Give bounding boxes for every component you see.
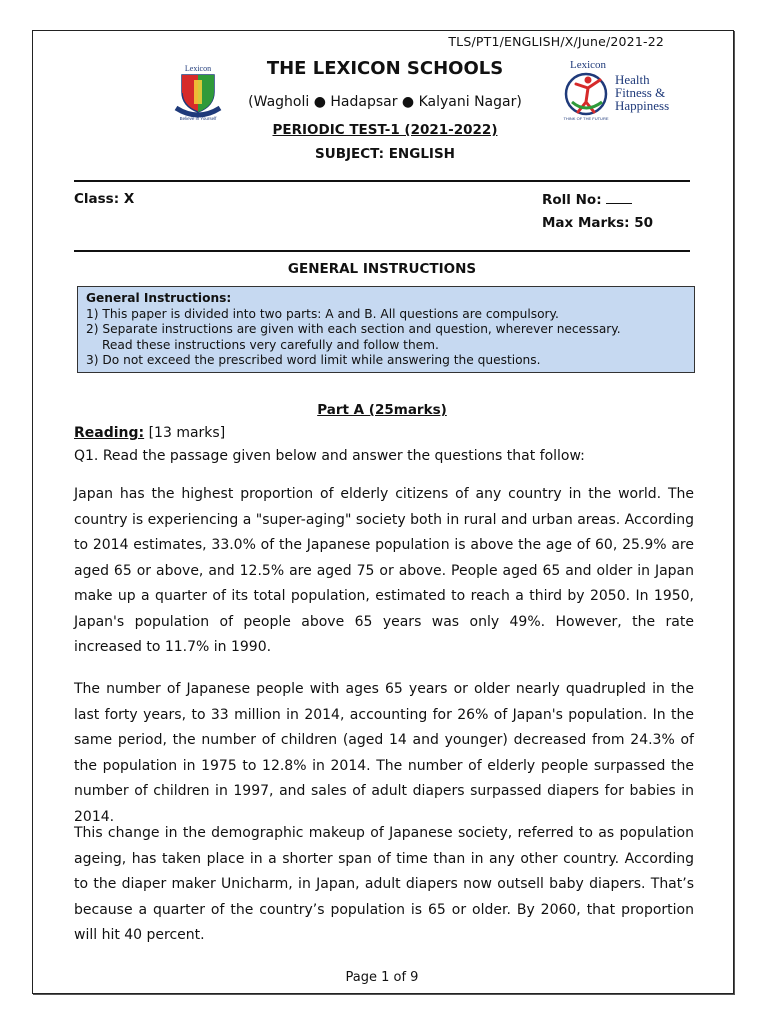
logo-right-arc-text: Lexicon — [569, 59, 607, 71]
general-instructions-heading: GENERAL INSTRUCTIONS — [287, 261, 477, 277]
instruction-line: 2) Separate instructions are given with each section and question, wherever necessary. — [86, 322, 621, 336]
school-locations: (Wagholi ● Hadapsar ● Kalyani Nagar) — [248, 94, 522, 110]
instruction-line: 3) Do not exceed the prescribed word limit while answering the questions. — [86, 353, 541, 367]
roll-number-blank — [606, 191, 632, 204]
instructions-box — [77, 286, 695, 373]
document-code: TLS/PT1/ENGLISH/X/June/2021-22 — [448, 34, 664, 49]
logo-right-line2: Fitness & — [615, 85, 666, 100]
reading-section-label — [74, 425, 225, 441]
page-number: Page 1 of 9 — [345, 970, 419, 985]
logo-right-line3: Happiness — [615, 98, 670, 113]
reading-marks: [13 marks] — [144, 425, 226, 441]
lexicon-school-logo — [168, 62, 228, 122]
question-1: Q1. Read the passage given below and answer the questions that follow: — [74, 448, 585, 464]
school-name: THE LEXICON SCHOOLS — [266, 58, 504, 79]
passage-paragraph: Japan has the highest proportion of elderly citizens of any country in the world. The country is experiencing a "super-aging" society both in rural and urban areas. According to 2014 estimates, 33.0% of the Japanese population is above the age of 60, 25.9% are aged 65 or above, and 12.5% are aged 75 or above. People aged 65 and older in Japan make up a quarter of its total population, estimated to reach a third by 2050. In 1950, Japan's population of people above 65 years was only 49%. However, the rate increased to 11.7% in 1990. — [74, 486, 694, 655]
reading-label: Reading: — [74, 425, 145, 441]
subject-line: SUBJECT: ENGLISH — [315, 146, 455, 162]
test-title: PERIODIC TEST-1 (2021-2022) — [272, 122, 498, 138]
class-label: Class: X — [74, 191, 135, 207]
logo-right-motto: THINK OF THE FUTURE — [563, 116, 609, 121]
instruction-line: Read these instructions very carefully and follow them. — [102, 337, 439, 352]
instructions-title: General Instructions: — [86, 291, 232, 305]
logo-right-line1: Health — [615, 72, 650, 87]
meta-divider — [74, 250, 690, 252]
header-divider — [74, 180, 690, 182]
logo-left-text: Lexicon — [184, 64, 212, 73]
instruction-line: 1) This paper is divided into two parts: A and B. All questions are compulsory. — [86, 306, 559, 321]
roll-label: Roll No: — [542, 192, 607, 208]
health-fitness-happiness-logo — [558, 58, 688, 122]
roll-number — [542, 191, 632, 208]
passage-paragraph: This change in the demographic makeup of Japanese society, referred to as population ageing, has taken place in a shorter span of time than in any other country. According to the diaper maker Unicharm, in Japan, adult diapers now outsell baby diapers. That’s because a quarter of the country’s population is 65 or older. By 2060, that proportion will hit 40 percent. — [74, 825, 694, 943]
part-a-heading: Part A (25marks) — [317, 402, 447, 418]
max-marks: Max Marks: 50 — [542, 215, 654, 231]
passage-paragraph: The number of Japanese people with ages 65 years or older nearly quadrupled in the last forty years, to 33 million in 2014, accounting for 26% of Japan's population. In the same period, the number of children (aged 14 and younger) decreased from 24.3% of the population in 1975 to 12.8% in 2014. The number of elderly people surpassed the number of children in 1997, and sales of adult diapers surpassed diapers for babies in 2014. — [74, 681, 694, 825]
logo-left-motto: Believe in Yourself — [179, 116, 217, 121]
